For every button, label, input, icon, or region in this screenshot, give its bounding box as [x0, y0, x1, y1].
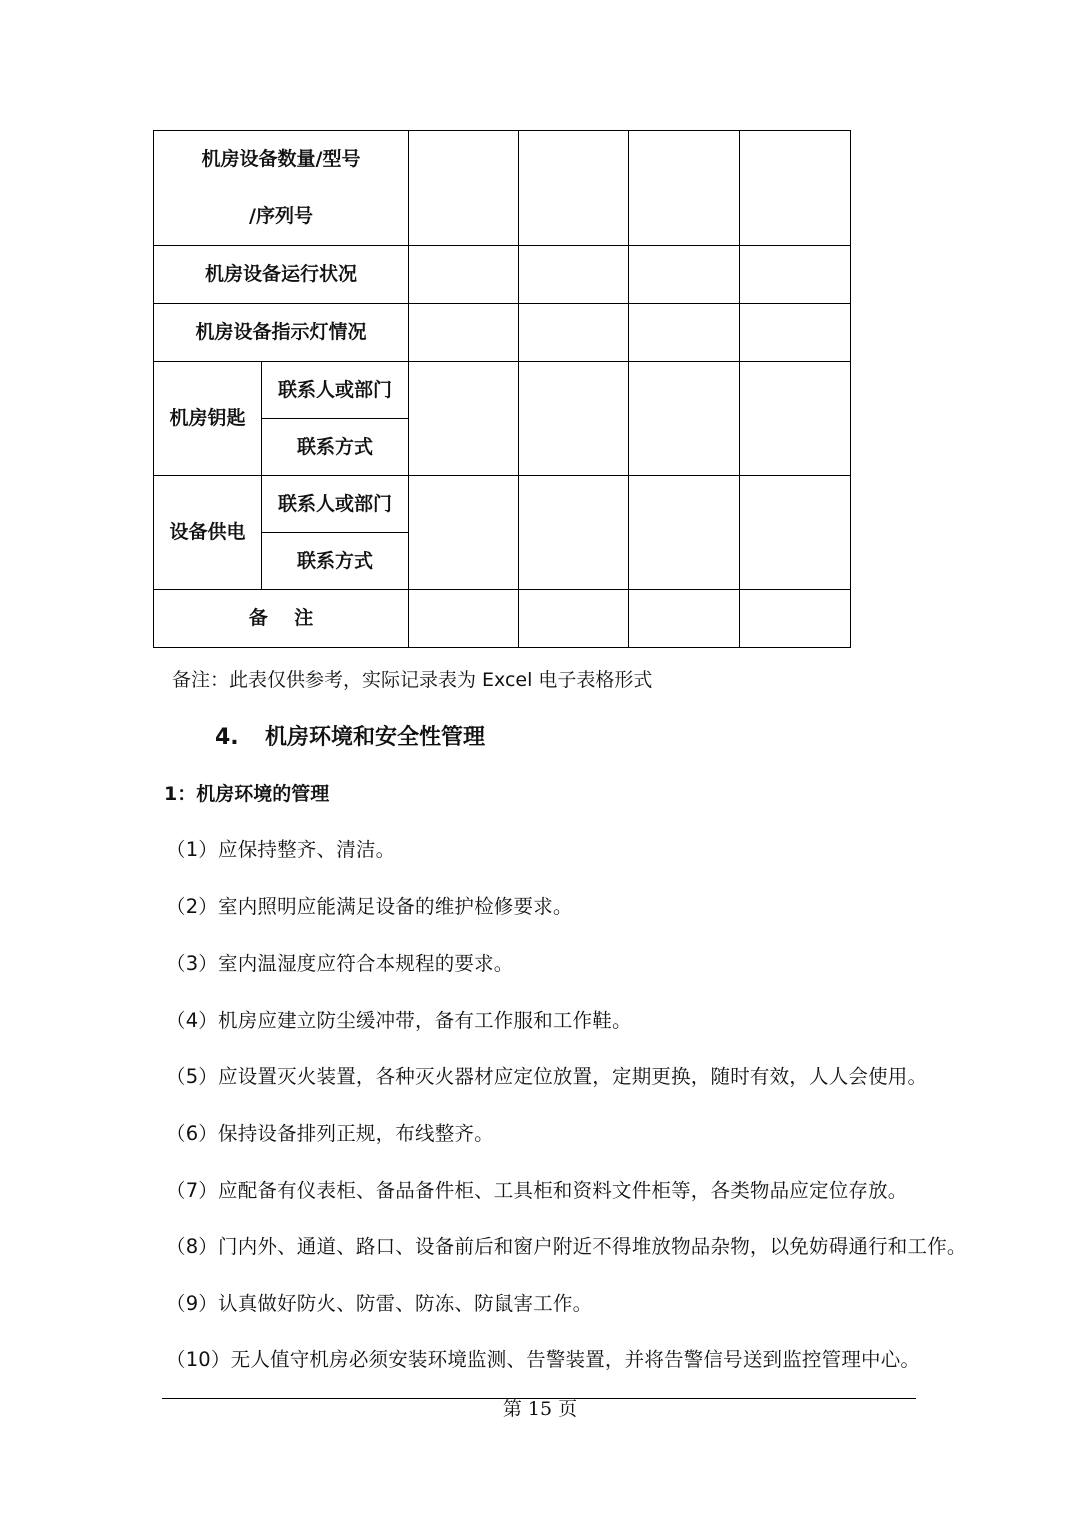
table-cell: [409, 590, 519, 648]
sub-header-contact-person: 联系人或部门: [262, 362, 409, 419]
section-title: 机房环境和安全性管理: [265, 725, 486, 750]
row-header-equipment-line2: /序列号: [249, 205, 313, 227]
table-cell: [519, 590, 629, 648]
subsection-heading: 1：机房环境的管理: [164, 783, 330, 805]
table-row: [154, 476, 851, 533]
table-cell: [629, 246, 740, 304]
table-row: [154, 590, 851, 648]
list-item: （1）应保持整齐、清洁。: [166, 838, 396, 861]
table-cell: [519, 131, 629, 246]
table-cell: [740, 590, 851, 648]
list-item: （3）室内温湿度应符合本规程的要求。: [166, 952, 514, 975]
list-item: （2）室内照明应能满足设备的维护检修要求。: [166, 895, 573, 918]
table-cell: [629, 362, 740, 476]
table-cell: [629, 131, 740, 246]
list-item: （10）无人值守机房必须安装环境监测、告警装置，并将告警信号送到监控管理中心。: [166, 1348, 921, 1371]
list-item: （9）认真做好防火、防雷、防冻、防鼠害工作。: [166, 1292, 593, 1315]
table-cell: [519, 362, 629, 476]
sub-header-contact-method: 联系方式: [262, 533, 409, 590]
table-cell: [740, 246, 851, 304]
list-item: （7）应配备有仪表柜、备品备件柜、工具柜和资料文件柜等，各类物品应定位存放。: [166, 1179, 908, 1202]
table-cell: [519, 304, 629, 362]
table-cell: [519, 246, 629, 304]
table-cell: [409, 304, 519, 362]
section-heading: [215, 720, 485, 751]
table-cell: [409, 131, 519, 246]
row-header-indicator: 机房设备指示灯情况: [154, 304, 409, 362]
table-row: [154, 131, 851, 246]
row-header-running: 机房设备运行状况: [154, 246, 409, 304]
table-cell: [629, 304, 740, 362]
equipment-record-table: [153, 130, 851, 648]
table-row: [154, 362, 851, 419]
table-cell: [629, 476, 740, 590]
list-item: （5）应设置灭火装置，各种灭火器材应定位放置，定期更换，随时有效，人人会使用。: [166, 1065, 928, 1088]
table-cell: [740, 304, 851, 362]
row-header-equipment-line1: 机房设备数量/型号: [201, 148, 361, 170]
table-cell: [740, 362, 851, 476]
table-cell: [409, 476, 519, 590]
list-item: （6）保持设备排列正规，布线整齐。: [166, 1122, 494, 1145]
table-cell: [629, 590, 740, 648]
sub-header-contact-person: 联系人或部门: [262, 476, 409, 533]
group-header-key: 机房钥匙: [154, 362, 262, 476]
table-cell: [740, 476, 851, 590]
table-row: [154, 304, 851, 362]
table-row: [154, 246, 851, 304]
list-item: （4）机房应建立防尘缓冲带，备有工作服和工作鞋。: [166, 1009, 632, 1032]
page-number: 第 15 页: [502, 1398, 578, 1420]
table-cell: [740, 131, 851, 246]
table-note: 备注：此表仅供参考，实际记录表为 Excel 电子表格形式: [172, 669, 653, 691]
group-header-power: 设备供电: [154, 476, 262, 590]
row-header-remarks: 备 注: [154, 590, 409, 648]
table-cell: [409, 246, 519, 304]
table-cell: [409, 362, 519, 476]
table-cell: [519, 476, 629, 590]
section-number: 4.: [215, 725, 239, 750]
list-item: （8）门内外、通道、路口、设备前后和窗户附近不得堆放物品杂物，以免妨碍通行和工作。: [166, 1235, 967, 1258]
sub-header-contact-method: 联系方式: [262, 419, 409, 476]
row-header-equipment: [154, 131, 409, 246]
